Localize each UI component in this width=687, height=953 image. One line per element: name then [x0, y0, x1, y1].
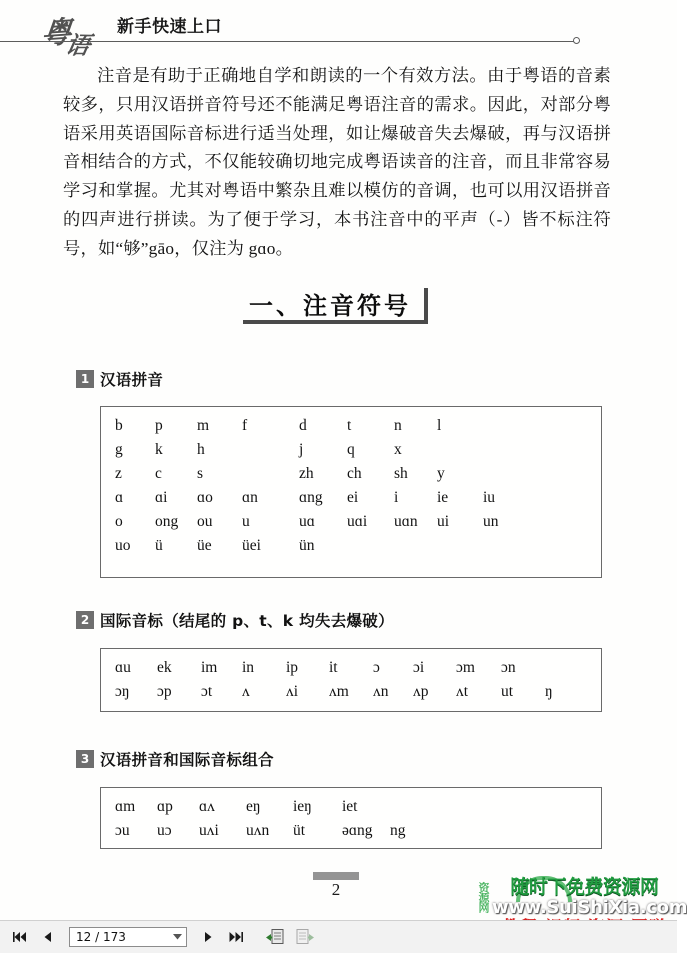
table-row [101, 795, 601, 819]
table-row [101, 510, 601, 534]
table-cell: üe [197, 537, 212, 554]
table-cell: ou [197, 513, 213, 530]
next-page-icon [201, 930, 215, 944]
table-cell: ch [347, 465, 362, 482]
table-cell: ɔp [157, 683, 172, 700]
page-indicator-value: 12 / 173 [76, 930, 126, 944]
table-cell: uɔ [157, 822, 172, 839]
table-row [101, 680, 601, 704]
next-page-button[interactable] [196, 925, 220, 949]
table-cell: ng [390, 822, 406, 839]
table-cell: ek [157, 659, 172, 676]
subsection-number-badge-1: 1 [76, 370, 94, 388]
watermark-line-2: www.SuiShiXia.com [492, 897, 687, 918]
subsection-label-3: 汉语拼音和国际音标组合 [100, 751, 274, 769]
table-cell: ɑ [115, 489, 124, 506]
table-cell: əɑng [342, 822, 373, 839]
table-cell: ʌi [286, 683, 299, 700]
table-cell: üei [242, 537, 261, 554]
table-cell: u [242, 513, 250, 530]
last-page-icon [228, 930, 244, 944]
table-cell: ɔn [501, 659, 516, 676]
intro-paragraph: 注音是有助于正确地自学和朗读的一个有效方法。由于粤语的音素较多，只用汉语拼音符号还不能满足粤语注音的需求。因此，对部分粤语采用英语国际音标进行适当处理，如让爆破音失去爆破，再与汉语拼音相结合的方式，不仅能较确切地完成粤语读音的注音，而且非常容易学习和掌握。尤其对粤语中繁杂且难以模仿的音调，也可以用汉语拼音的四声进行拼读。为了便于学习，本书注音中的平声（-）皆不标注符号，如“够”gāo，仅注为 gɑo。 [63, 66, 611, 258]
page-running-header [0, 4, 677, 60]
logo-char-yue: 粤 [39, 16, 70, 51]
table-cell: in [242, 659, 255, 676]
table-cell: ɑp [157, 798, 173, 815]
table-cell: ü [155, 537, 163, 554]
table-cell: s [197, 465, 204, 482]
previous-page-icon [41, 930, 55, 944]
subsection-heading-2 [76, 609, 394, 631]
table-cell: ɑm [115, 798, 136, 815]
table-cell: n [394, 417, 402, 434]
table-row [101, 819, 601, 843]
table-cell: ɑu [115, 659, 131, 676]
table-cell: im [201, 659, 218, 676]
table-cell: f [242, 417, 248, 434]
table-cell: ieŋ [293, 798, 312, 815]
table-cell: ŋ [545, 683, 553, 700]
table-cell: ong [155, 513, 179, 530]
last-page-button[interactable] [224, 925, 248, 949]
table-cell: ʌp [413, 683, 429, 700]
section-underline [243, 320, 428, 324]
watermark-arc-icon [516, 876, 572, 902]
table-cell: uɑ [299, 513, 315, 530]
table-cell: i [394, 489, 399, 506]
single-page-view-button[interactable] [262, 925, 288, 949]
page-number: 2 [331, 880, 341, 899]
table-cell: c [155, 465, 162, 482]
pinyin-table [100, 406, 602, 578]
watermark-line-1: 随时下免费资源网 [510, 876, 659, 898]
table-cell: un [483, 513, 499, 530]
table-row [101, 438, 601, 462]
subsection-heading-1 [76, 368, 163, 390]
table-cell: ɔŋ [115, 683, 130, 700]
table-cell: m [197, 417, 210, 434]
table-cell: ei [347, 489, 359, 506]
combined-table [100, 787, 602, 849]
table-cell: iet [342, 798, 358, 815]
table-cell: o [115, 513, 123, 530]
page-number-select[interactable] [69, 927, 187, 947]
table-cell: z [115, 465, 122, 482]
section-title: 一、注音符号 [249, 292, 411, 320]
table-cell: uɑn [394, 513, 418, 530]
page-number-decoration [313, 872, 359, 880]
section-banner [243, 286, 433, 328]
subsection-number-badge-2: 2 [76, 611, 94, 629]
table-cell: ɔm [456, 659, 475, 676]
table-cell: ɔ [373, 659, 380, 676]
table-cell: ie [437, 489, 449, 506]
table-cell: uʌi [199, 822, 219, 839]
watermark-side-text: 资源网 [477, 882, 490, 912]
first-page-button[interactable] [8, 925, 32, 949]
table-cell: g [115, 441, 123, 458]
subsection-label-1: 汉语拼音 [100, 371, 164, 389]
facing-pages-view-icon [295, 928, 315, 946]
previous-page-button[interactable] [36, 925, 60, 949]
table-cell: eŋ [246, 798, 261, 815]
table-cell: uʌn [246, 822, 270, 839]
table-cell: p [155, 417, 163, 434]
table-cell: ʌ [242, 683, 250, 700]
table-cell: j [299, 441, 304, 458]
table-cell: q [347, 441, 355, 458]
table-cell: ɔu [115, 822, 130, 839]
table-row [101, 462, 601, 486]
table-cell: ʌt [456, 683, 469, 700]
table-cell: ʌn [373, 683, 389, 700]
chevron-down-icon[interactable] [172, 934, 186, 940]
table-cell: b [115, 417, 123, 434]
table-cell: ip [286, 659, 299, 676]
section-end-tick [424, 288, 428, 324]
table-cell: sh [394, 465, 408, 482]
ipa-table [100, 648, 602, 712]
table-cell: it [329, 659, 338, 676]
table-cell: d [299, 417, 307, 434]
table-cell: iu [483, 489, 496, 506]
table-cell: ɑʌ [199, 798, 215, 815]
table-cell: ɔi [413, 659, 425, 676]
table-row [101, 414, 601, 438]
single-page-view-icon [265, 928, 285, 946]
table-cell: ün [299, 537, 315, 554]
header-rule-end-dot-icon [573, 37, 580, 44]
table-cell: ɑi [155, 489, 168, 506]
table-cell: x [394, 441, 402, 458]
table-cell: ɔt [201, 683, 213, 700]
table-cell: h [197, 441, 205, 458]
subsection-label-2: 国际音标（结尾的 p、t、k 均失去爆破） [100, 612, 394, 630]
subsection-number-badge-3: 3 [76, 750, 94, 768]
table-cell: ut [501, 683, 514, 700]
first-page-icon [12, 930, 28, 944]
table-cell: ɑn [242, 489, 258, 506]
table-cell: uɑi [347, 513, 368, 530]
table-cell: ui [437, 513, 450, 530]
table-cell: zh [299, 465, 314, 482]
table-cell: ɑo [197, 489, 213, 506]
table-row [101, 486, 601, 510]
table-cell: l [437, 417, 442, 434]
table-cell: ʌm [329, 683, 349, 700]
header-rule-line [0, 41, 575, 42]
facing-pages-view-button[interactable] [292, 925, 318, 949]
header-title: 新手快速上口 [117, 17, 222, 37]
table-row [101, 534, 601, 558]
table-cell: ɑng [299, 489, 323, 506]
table-cell: uo [115, 537, 131, 554]
logo-char-yu: 语 [63, 33, 89, 60]
table-cell: t [347, 417, 352, 434]
subsection-heading-3 [76, 748, 274, 770]
table-cell: üt [293, 822, 306, 839]
viewer-toolbar [0, 920, 677, 953]
table-row [101, 656, 601, 680]
table-cell: y [437, 465, 445, 482]
table-cell: k [155, 441, 163, 458]
